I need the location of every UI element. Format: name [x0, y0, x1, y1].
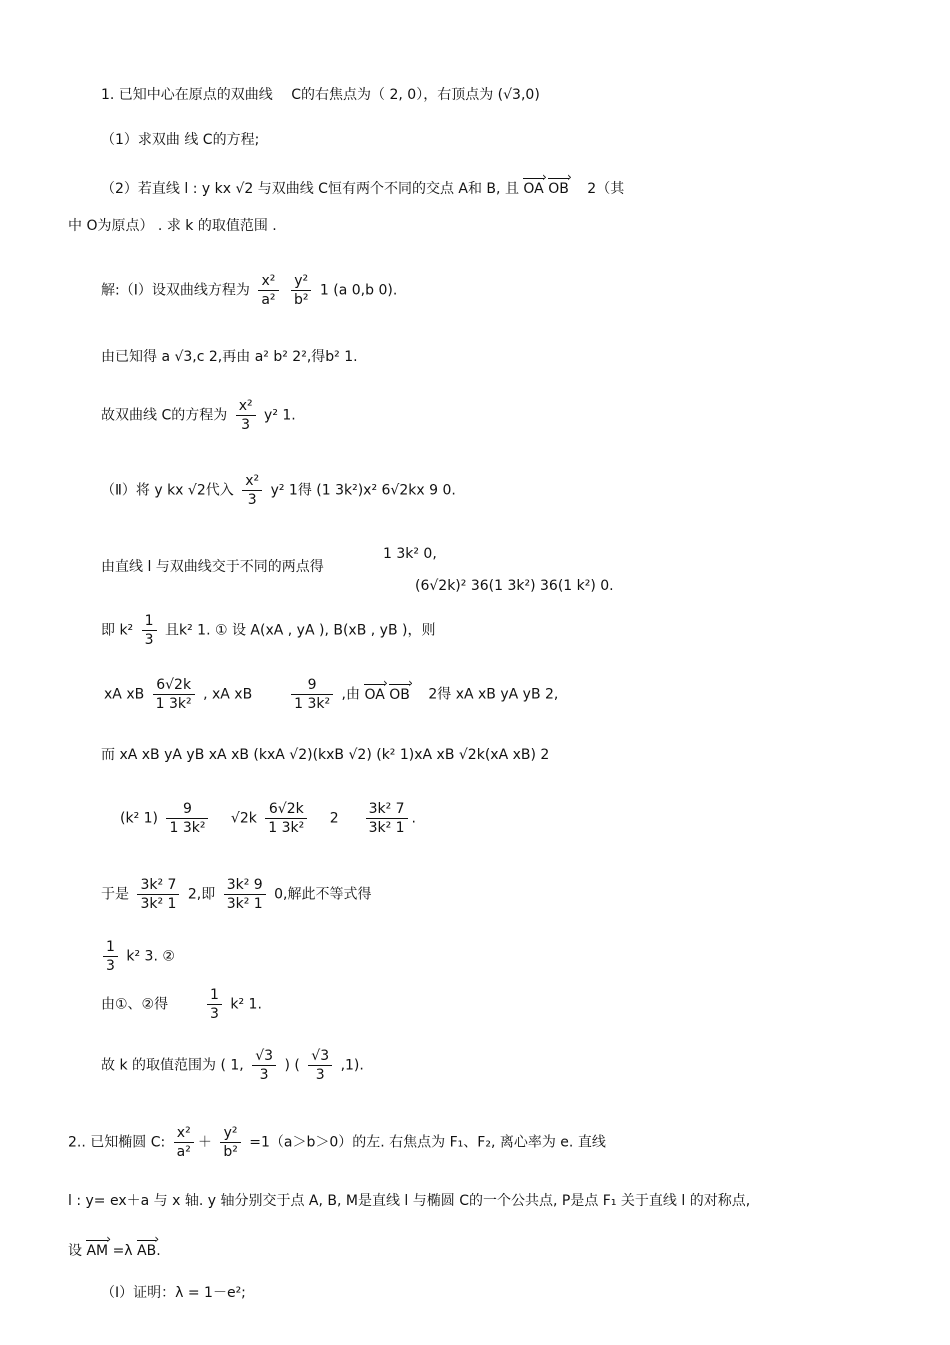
problem2-line1: 2.. 已知椭圆 C: $\frac{\text{x²}}{\text{a²}}$ ＋ $\frac{\text{y²}}{\text{b²}}$ =1（a＞b＞0）的左. 右焦点为 F₁、F₂, 离心率为 e. 直线: [68, 1125, 606, 1160]
fraction-y2-b2: $\frac{\text{y²}}{\text{b²}}$: [291, 272, 312, 309]
fraction-x2-3: $\frac{\text{x²}}{3}$: [236, 397, 256, 434]
fraction-x2-a2-p2: $\frac{\text{x²}}{\text{a²}}$: [174, 1124, 194, 1161]
fraction-ineq1: $\frac{\text{3k² 7}}{\text{3k² 1}}$: [137, 876, 179, 913]
problem2-line2: l : y= ex＋a 与 x 轴. y 轴分别交于点 A, B, M是直线 l 与椭圆 C的一个公共点, P是点 F₁ 关于直线 l 的对称点,: [68, 1193, 751, 1209]
solution-line2: 由已知得 a √3,c 2,再由 a² b² 2²,得b² 1.: [101, 349, 358, 365]
fraction-product: $\frac{9}{\text{1 3k²}}$: [291, 676, 333, 713]
vector-ob-2: OB ›: [389, 684, 410, 704]
fraction-y2-b2-p2: $\frac{\text{y²}}{\text{b²}}$: [220, 1124, 241, 1161]
solution-line12: 由①、②得 $\frac{1}{3}$ k² 1.: [101, 987, 262, 1022]
vector-oa: OA ›: [523, 178, 543, 198]
solution-line6: 即 k² $\frac{1}{3}$ 且k² 1. ① 设 A(xA , yA ), B(xB , yB )，则: [101, 613, 436, 648]
fraction-sqrt3-3b: $\frac{√3}{3}$: [308, 1047, 332, 1084]
solution-line7: xA xB $\frac{6√2k}{\text{1 3k²}}$ , xA xB $\frac{9}{\text{1 3k²}}$ ,由 OA › OB › 2得 xA xB yA yB 2,: [104, 676, 558, 713]
fraction-x2-3b: $\frac{\text{x²}}{3}$: [242, 472, 262, 509]
solution-line13: 故 k 的取值范围为 ( 1, $\frac{√3}{3}$ ) ( $\frac{√3}{3}$ ,1).: [101, 1048, 364, 1083]
vector-ab: AB ›: [137, 1240, 156, 1260]
fraction-62k: $\frac{6√2k}{\text{1 3k²}}$: [265, 800, 307, 837]
solution-system1: 1 3k² 0,: [383, 546, 437, 562]
fraction-9: $\frac{9}{\text{1 3k²}}$: [166, 800, 208, 837]
problem2-part1: （Ⅰ）证明：λ = 1－e²;: [101, 1285, 246, 1301]
solution-line10: 于是 $\frac{\text{3k² 7}}{\text{3k² 1}}$ 2,即 $\frac{\text{3k² 9}}{\text{3k² 1}}$ 0,解此不等式得: [101, 877, 372, 912]
fraction-1-3c: $\frac{1}{3}$: [207, 986, 222, 1023]
fraction-ineq2: $\frac{\text{3k² 9}}{\text{3k² 1}}$: [224, 876, 266, 913]
vector-oa-2: OA ›: [364, 684, 384, 704]
solution-line9: (k² 1) $\frac{9}{\text{1 3k²}}$ √2k $\frac{6√2k}{\text{1 3k²}}$ 2 $\frac{\text{3k² 7}}{\text{3k² 1}}$ .: [120, 801, 416, 836]
solution-system2: (6√2k)² 36(1 3k²) 36(1 k²) 0.: [415, 578, 614, 594]
problem2-line3: 设 AM › =λ AB ›.: [68, 1240, 161, 1260]
fraction-3k27: $\frac{\text{3k² 7}}{\text{3k² 1}}$: [366, 800, 408, 837]
fraction-1-3: $\frac{1}{3}$: [142, 612, 157, 649]
problem1-line1: 1. 已知中心在原点的双曲线 C的右焦点为（ 2, 0），右顶点为 (√3,0): [101, 87, 540, 103]
problem1-part2: （2）若直线 l : y kx √2 与双曲线 C恒有两个不同的交点 A和 B, 且 OA › OB › 2（其: [101, 178, 624, 198]
solution-line11: $\frac{1}{3}$ k² 3. ②: [99, 938, 175, 975]
fraction-1-3b: $\frac{1}{3}$: [103, 938, 118, 975]
solution-line8: 而 xA xB yA yB xA xB (kxA √2)(kxB √2) (k² 1)xA xB √2k(xA xB) 2: [101, 747, 550, 763]
fraction-sum: $\frac{6√2k}{\text{1 3k²}}$: [153, 676, 195, 713]
fraction-x2-a2: $\frac{\text{x²}}{\text{a²}}$: [258, 272, 278, 309]
problem1-part2-cont: 中 O为原点） . 求 k 的取值范围 .: [68, 218, 277, 234]
fraction-sqrt3-3a: $\frac{√3}{3}$: [252, 1047, 276, 1084]
solution-line3: 故双曲线 C的方程为 $\frac{\text{x²}}{3}$ y² 1.: [101, 398, 296, 433]
solution-line5: 由直线 l 与双曲线交于不同的两点得: [101, 559, 324, 575]
vector-ob: OB ›: [548, 178, 569, 198]
solution-line4: （Ⅱ）将 y kx √2代入 $\frac{\text{x²}}{3}$ y² 1得 (1 3k²)x² 6√2kx 9 0.: [101, 473, 456, 508]
solution-line1: 解:（Ⅰ）设双曲线方程为 $\frac{\text{x²}}{\text{a²}}$ $\frac{\text{y²}}{\text{b²}}$ 1 (a 0,b 0).: [101, 273, 398, 308]
problem1-part1: （1）求双曲 线 C的方程;: [101, 132, 260, 148]
vector-am: AM ›: [86, 1240, 108, 1260]
